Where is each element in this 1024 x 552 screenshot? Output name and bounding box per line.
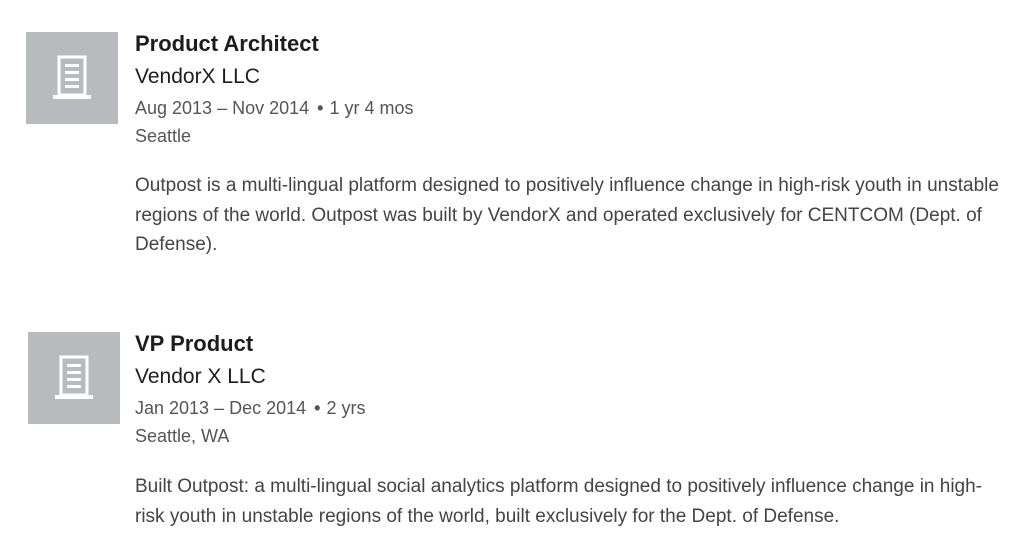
position-title[interactable]: Product Architect	[135, 31, 319, 56]
location: Seattle, WA	[135, 426, 230, 446]
experience-details	[135, 330, 1005, 531]
building-icon	[52, 353, 96, 403]
duration: 2 yrs	[326, 398, 366, 418]
company-name[interactable]: Vendor X LLC	[135, 365, 266, 388]
date-range: Jan 2013 – Dec 2014	[135, 398, 307, 418]
duration: 1 yr 4 mos	[329, 98, 414, 118]
location: Seattle	[135, 126, 192, 146]
company-name[interactable]: VendorX LLC	[135, 65, 260, 88]
position-description: Built Outpost: a multi-lingual social analytics platform designed to positively influence change in high-risk youth in unstable regions of the world, built exclusively for the Dept. of Defense.	[135, 476, 983, 527]
separator-dot: •	[317, 98, 324, 118]
position-description: Outpost is a multi-lingual platform designed to positively influence change in high-risk youth in unstable regions of the world. Outpost was built by VendorX and operated exclusively for CENTCOM (Dept. of Defense).	[135, 175, 999, 255]
experience-details	[135, 30, 1005, 260]
date-range: Aug 2013 – Nov 2014	[135, 98, 310, 118]
separator-dot: •	[314, 398, 321, 418]
position-title[interactable]: VP Product	[135, 331, 254, 356]
company-logo[interactable]	[26, 32, 118, 124]
building-icon	[50, 53, 94, 103]
date-range-row	[135, 94, 1005, 122]
date-range-row	[135, 394, 1005, 422]
company-logo[interactable]	[28, 332, 120, 424]
